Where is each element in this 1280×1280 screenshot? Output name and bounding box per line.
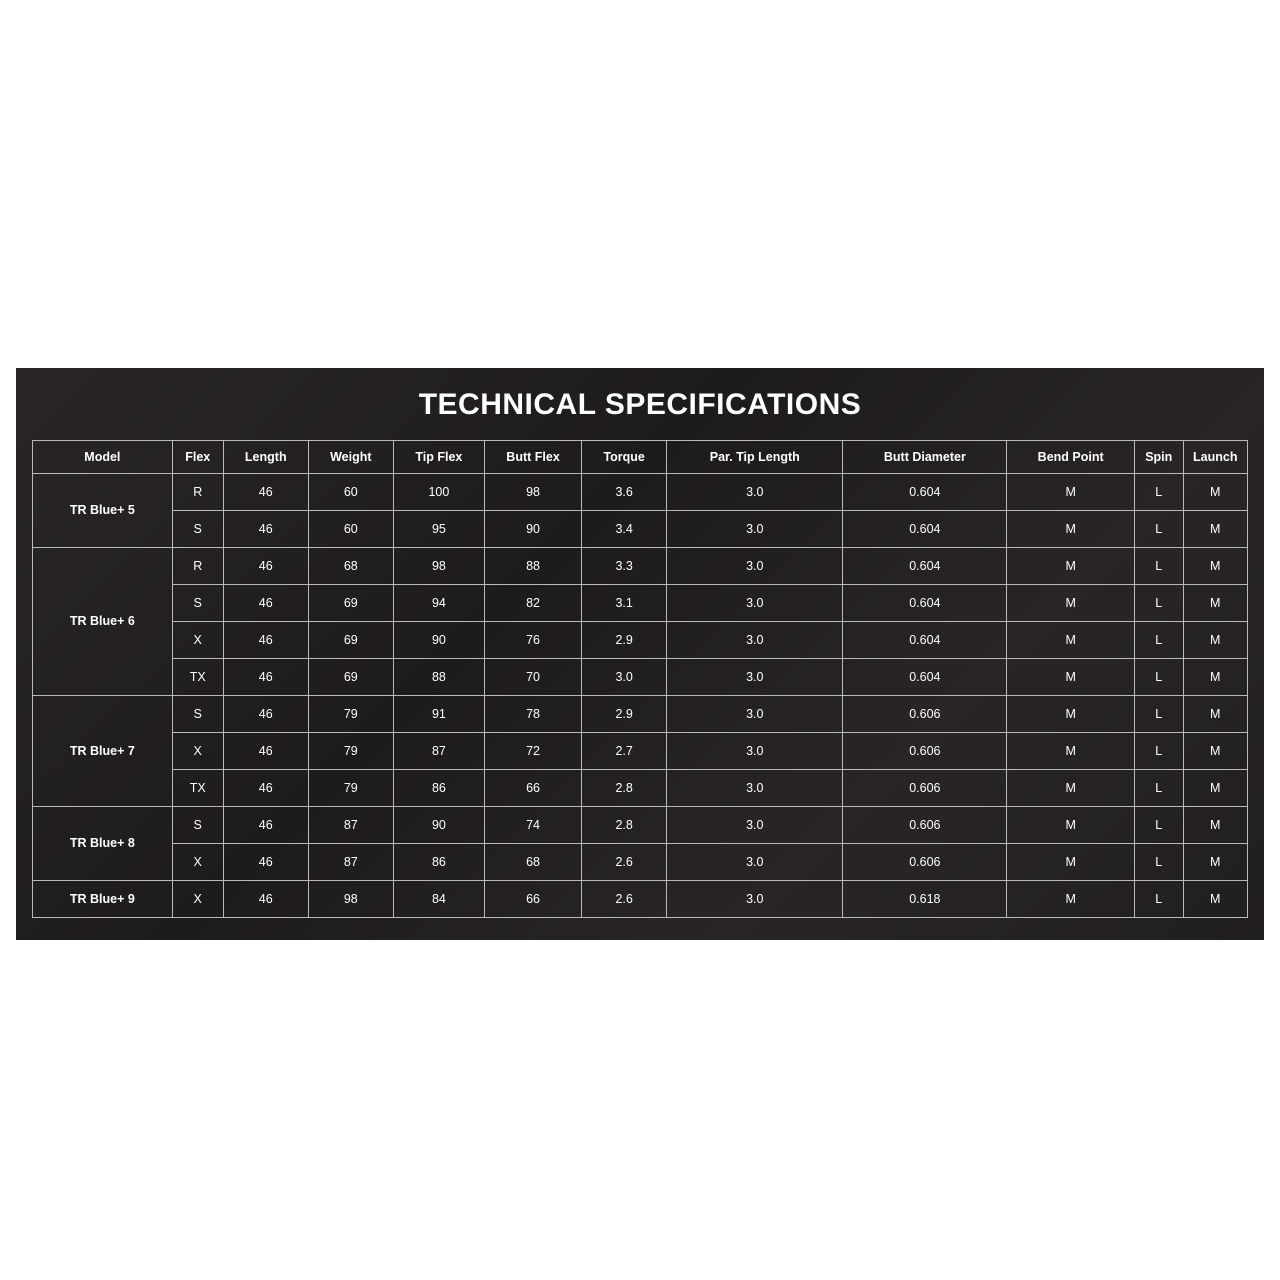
cell-tip-flex: 88	[393, 659, 484, 696]
model-cell: TR Blue+ 7	[33, 696, 173, 807]
cell-launch: M	[1183, 807, 1247, 844]
cell-bend-point: M	[1007, 548, 1135, 585]
cell-weight: 69	[308, 585, 393, 622]
cell-butt-flex: 78	[484, 696, 581, 733]
cell-tip-flex: 90	[393, 622, 484, 659]
spec-table-container	[16, 440, 1264, 940]
table-row	[33, 585, 1248, 622]
cell-launch: M	[1183, 881, 1247, 918]
cell-par-tip-length: 3.0	[667, 881, 843, 918]
cell-butt-flex: 72	[484, 733, 581, 770]
cell-par-tip-length: 3.0	[667, 733, 843, 770]
cell-butt-diameter: 0.618	[843, 881, 1007, 918]
cell-flex: X	[172, 622, 223, 659]
cell-spin: L	[1134, 474, 1183, 511]
model-cell: TR Blue+ 8	[33, 807, 173, 881]
cell-butt-flex: 76	[484, 622, 581, 659]
cell-bend-point: M	[1007, 585, 1135, 622]
cell-weight: 79	[308, 696, 393, 733]
cell-flex: TX	[172, 659, 223, 696]
cell-length: 46	[223, 770, 308, 807]
cell-par-tip-length: 3.0	[667, 585, 843, 622]
page-title: TECHNICAL SPECIFICATIONS	[418, 388, 862, 421]
cell-butt-flex: 70	[484, 659, 581, 696]
table-row	[33, 844, 1248, 881]
column-header-bend-point: Bend Point	[1007, 441, 1135, 474]
cell-spin: L	[1134, 622, 1183, 659]
cell-weight: 79	[308, 770, 393, 807]
cell-spin: L	[1134, 511, 1183, 548]
cell-tip-flex: 86	[393, 844, 484, 881]
cell-par-tip-length: 3.0	[667, 511, 843, 548]
column-header-model: Model	[33, 441, 173, 474]
column-header-torque: Torque	[582, 441, 667, 474]
cell-spin: L	[1134, 585, 1183, 622]
cell-flex: X	[172, 881, 223, 918]
table-row	[33, 622, 1248, 659]
cell-weight: 87	[308, 807, 393, 844]
cell-spin: L	[1134, 659, 1183, 696]
cell-weight: 60	[308, 511, 393, 548]
cell-spin: L	[1134, 770, 1183, 807]
cell-butt-diameter: 0.604	[843, 511, 1007, 548]
cell-butt-diameter: 0.606	[843, 770, 1007, 807]
cell-par-tip-length: 3.0	[667, 622, 843, 659]
cell-weight: 79	[308, 733, 393, 770]
cell-torque: 2.8	[582, 770, 667, 807]
cell-butt-diameter: 0.606	[843, 733, 1007, 770]
model-cell: TR Blue+ 5	[33, 474, 173, 548]
column-header-flex: Flex	[172, 441, 223, 474]
table-row	[33, 659, 1248, 696]
cell-torque: 2.8	[582, 807, 667, 844]
cell-tip-flex: 90	[393, 807, 484, 844]
cell-launch: M	[1183, 844, 1247, 881]
model-cell: TR Blue+ 9	[33, 881, 173, 918]
cell-flex: S	[172, 807, 223, 844]
cell-butt-flex: 90	[484, 511, 581, 548]
cell-butt-diameter: 0.604	[843, 585, 1007, 622]
cell-par-tip-length: 3.0	[667, 474, 843, 511]
table-row	[33, 770, 1248, 807]
cell-length: 46	[223, 474, 308, 511]
cell-butt-flex: 68	[484, 844, 581, 881]
cell-bend-point: M	[1007, 881, 1135, 918]
cell-launch: M	[1183, 474, 1247, 511]
cell-weight: 68	[308, 548, 393, 585]
cell-tip-flex: 95	[393, 511, 484, 548]
cell-flex: S	[172, 696, 223, 733]
cell-torque: 2.7	[582, 733, 667, 770]
table-row	[33, 474, 1248, 511]
cell-length: 46	[223, 511, 308, 548]
cell-butt-flex: 98	[484, 474, 581, 511]
column-header-spin: Spin	[1134, 441, 1183, 474]
cell-bend-point: M	[1007, 659, 1135, 696]
cell-par-tip-length: 3.0	[667, 659, 843, 696]
cell-spin: L	[1134, 733, 1183, 770]
cell-tip-flex: 100	[393, 474, 484, 511]
cell-bend-point: M	[1007, 622, 1135, 659]
cell-torque: 3.4	[582, 511, 667, 548]
cell-spin: L	[1134, 548, 1183, 585]
technical-specifications-panel	[16, 368, 1264, 940]
cell-butt-diameter: 0.604	[843, 622, 1007, 659]
table-row	[33, 881, 1248, 918]
cell-length: 46	[223, 548, 308, 585]
cell-tip-flex: 87	[393, 733, 484, 770]
cell-butt-diameter: 0.604	[843, 548, 1007, 585]
table-row	[33, 733, 1248, 770]
cell-bend-point: M	[1007, 844, 1135, 881]
cell-weight: 69	[308, 622, 393, 659]
cell-torque: 3.3	[582, 548, 667, 585]
cell-torque: 3.6	[582, 474, 667, 511]
cell-torque: 3.0	[582, 659, 667, 696]
cell-butt-flex: 66	[484, 881, 581, 918]
cell-length: 46	[223, 844, 308, 881]
cell-torque: 2.6	[582, 881, 667, 918]
table-row	[33, 548, 1248, 585]
cell-par-tip-length: 3.0	[667, 807, 843, 844]
table-row	[33, 696, 1248, 733]
cell-bend-point: M	[1007, 511, 1135, 548]
cell-bend-point: M	[1007, 807, 1135, 844]
cell-length: 46	[223, 733, 308, 770]
table-row	[33, 511, 1248, 548]
cell-butt-diameter: 0.606	[843, 807, 1007, 844]
cell-spin: L	[1134, 844, 1183, 881]
cell-launch: M	[1183, 585, 1247, 622]
cell-torque: 2.9	[582, 696, 667, 733]
cell-par-tip-length: 3.0	[667, 844, 843, 881]
cell-length: 46	[223, 585, 308, 622]
cell-tip-flex: 98	[393, 548, 484, 585]
cell-flex: X	[172, 844, 223, 881]
column-header-par-tip-length: Par. Tip Length	[667, 441, 843, 474]
cell-spin: L	[1134, 881, 1183, 918]
cell-bend-point: M	[1007, 696, 1135, 733]
cell-weight: 98	[308, 881, 393, 918]
cell-flex: X	[172, 733, 223, 770]
cell-launch: M	[1183, 770, 1247, 807]
cell-bend-point: M	[1007, 770, 1135, 807]
cell-flex: R	[172, 548, 223, 585]
column-header-tip-flex: Tip Flex	[393, 441, 484, 474]
cell-par-tip-length: 3.0	[667, 696, 843, 733]
cell-butt-flex: 74	[484, 807, 581, 844]
cell-butt-diameter: 0.604	[843, 474, 1007, 511]
cell-launch: M	[1183, 696, 1247, 733]
cell-par-tip-length: 3.0	[667, 548, 843, 585]
cell-bend-point: M	[1007, 733, 1135, 770]
cell-spin: L	[1134, 807, 1183, 844]
cell-length: 46	[223, 881, 308, 918]
table-row	[33, 807, 1248, 844]
cell-spin: L	[1134, 696, 1183, 733]
table-header-row	[33, 441, 1248, 474]
cell-flex: S	[172, 585, 223, 622]
cell-weight: 69	[308, 659, 393, 696]
cell-bend-point: M	[1007, 474, 1135, 511]
cell-flex: S	[172, 511, 223, 548]
column-header-weight: Weight	[308, 441, 393, 474]
cell-butt-flex: 66	[484, 770, 581, 807]
cell-launch: M	[1183, 733, 1247, 770]
cell-butt-flex: 82	[484, 585, 581, 622]
cell-tip-flex: 84	[393, 881, 484, 918]
table-body	[33, 474, 1248, 918]
cell-length: 46	[223, 807, 308, 844]
cell-butt-diameter: 0.606	[843, 696, 1007, 733]
column-header-butt-diameter: Butt Diameter	[843, 441, 1007, 474]
cell-length: 46	[223, 622, 308, 659]
column-header-launch: Launch	[1183, 441, 1247, 474]
cell-tip-flex: 94	[393, 585, 484, 622]
cell-torque: 2.6	[582, 844, 667, 881]
cell-length: 46	[223, 659, 308, 696]
table-header	[33, 441, 1248, 474]
cell-par-tip-length: 3.0	[667, 770, 843, 807]
column-header-butt-flex: Butt Flex	[484, 441, 581, 474]
cell-flex: R	[172, 474, 223, 511]
cell-torque: 3.1	[582, 585, 667, 622]
column-header-length: Length	[223, 441, 308, 474]
cell-weight: 60	[308, 474, 393, 511]
cell-weight: 87	[308, 844, 393, 881]
cell-tip-flex: 91	[393, 696, 484, 733]
cell-launch: M	[1183, 622, 1247, 659]
cell-butt-diameter: 0.606	[843, 844, 1007, 881]
specifications-table	[32, 440, 1248, 918]
cell-flex: TX	[172, 770, 223, 807]
cell-launch: M	[1183, 659, 1247, 696]
cell-tip-flex: 86	[393, 770, 484, 807]
cell-launch: M	[1183, 511, 1247, 548]
cell-butt-diameter: 0.604	[843, 659, 1007, 696]
model-cell: TR Blue+ 6	[33, 548, 173, 696]
cell-length: 46	[223, 696, 308, 733]
cell-butt-flex: 88	[484, 548, 581, 585]
cell-torque: 2.9	[582, 622, 667, 659]
cell-launch: M	[1183, 548, 1247, 585]
